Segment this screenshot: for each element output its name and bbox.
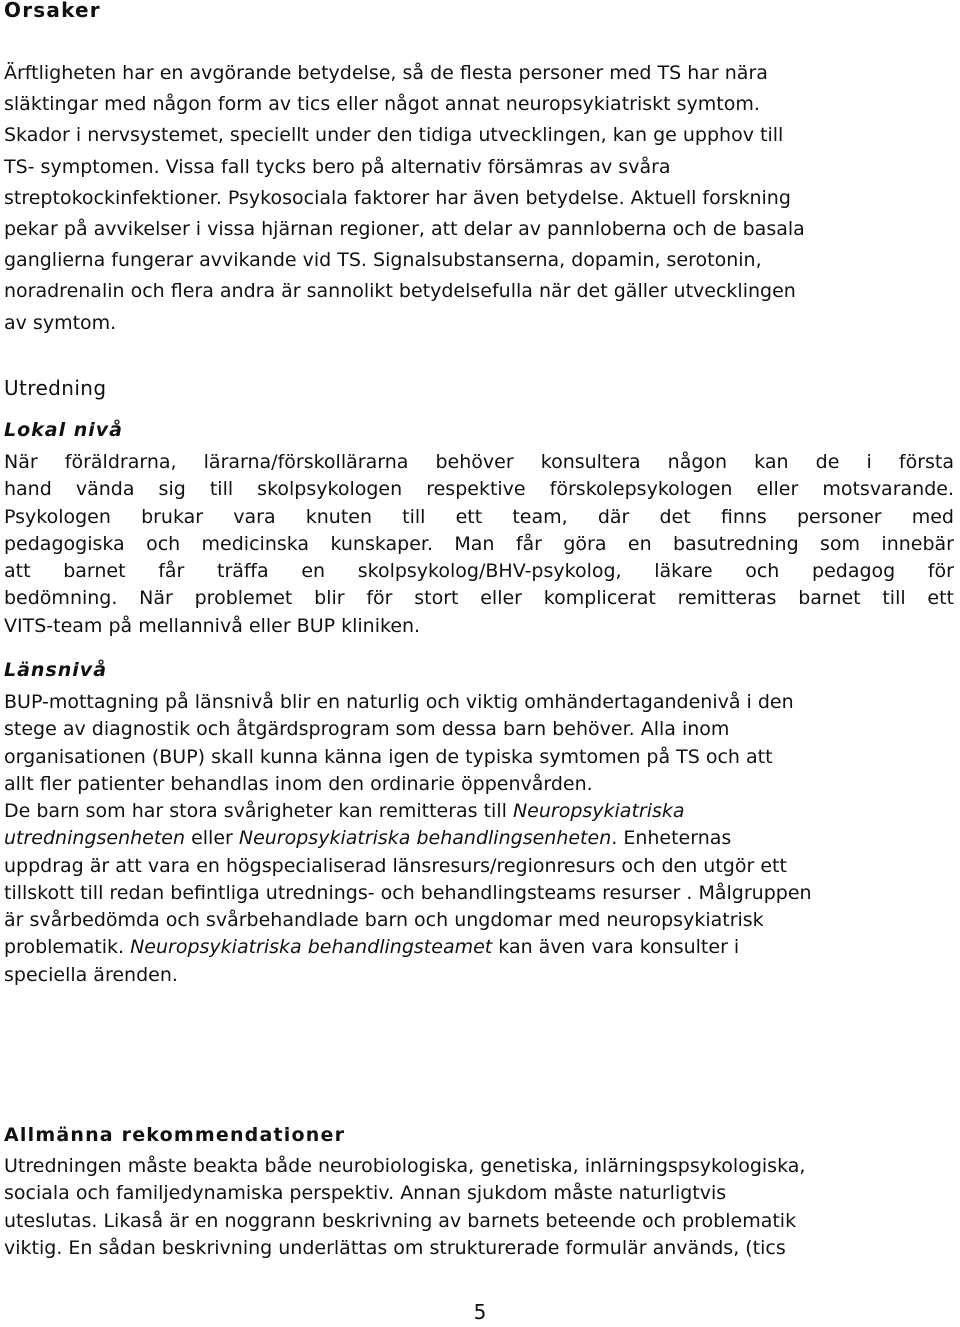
text-line: pekar på avvikelser i vissa hjärnan regioner, att delar av pannloberna och de basala — [4, 218, 805, 241]
italic-term: Neuropsykiatriska behandlingsenheten — [238, 827, 612, 850]
text-line: viktig. En sådan beskrivning underlättas om strukturerade formulär används, (tics — [4, 1236, 786, 1259]
text-line: bedömning. När problemet blir för stort eller komplicerat remitteras barnet till ett — [4, 587, 954, 610]
text-line: BUP-mottagning på länsnivå blir en naturlig och viktig omhändertagandenivå i den — [4, 691, 794, 713]
paragraph-orsaker — [4, 58, 954, 339]
italic-term: Neuropsykiatriska behandlingsteamet — [130, 936, 493, 959]
text-line: Psykologen brukar vara knuten till ett team, där det finns personer med — [4, 505, 954, 528]
subheading-lansniva: Länsnivå — [4, 659, 108, 681]
text-run: eller — [185, 827, 239, 850]
text-line: allt fler patienter behandlas inom den ordinarie öppenvården. — [4, 772, 593, 795]
paragraph-lansniva-1 — [4, 689, 954, 798]
text-line: streptokockinfektioner. Psykosociala faktorer har även betydelse. Aktuell forskning — [4, 186, 791, 209]
text-line: uteslutas. Likaså är en noggrann beskrivning av barnets beteende och problematik — [4, 1209, 797, 1232]
text-line: TS- symptomen. Vissa fall tycks bero på alternativ försämras av svåra — [4, 155, 671, 178]
italic-term: utredningsenheten — [4, 827, 186, 850]
text-line: hand vända sig till skolpsykologen respektive förskolepsykologen eller motsvarande. — [4, 478, 954, 501]
text-line: att barnet får träffa en skolpsykolog/BHV-psykolog, läkare och pedagog för — [4, 560, 954, 583]
paragraph-lansniva-2 — [4, 798, 954, 989]
paragraph-lokal-niva — [4, 449, 954, 640]
text-line: VITS-team på mellannivå eller BUP kliniken. — [4, 614, 421, 637]
text-line: Skador i nervsystemet, speciellt under den tidiga utvecklingen, kan ge upphov till — [4, 124, 784, 147]
text-line: Utredningen måste beakta både neurobiologiska, genetiska, inlärningspsykologiska, — [4, 1155, 806, 1177]
page-number: 5 — [473, 1300, 487, 1324]
text-line: ganglierna fungerar avvikande vid TS. Signalsubstanserna, dopamin, serotonin, — [4, 249, 762, 272]
text-line: släktingar med någon form av tics eller något annat neuropsykiatriskt symtom. — [4, 93, 760, 116]
text-line: tillskott till redan befintliga utrednings- och behandlingsteams resurser . Målgruppen — [4, 881, 812, 904]
text-run: De barn som har stora svårigheter kan remitteras till — [4, 800, 513, 822]
text-line — [4, 934, 954, 961]
text-line: av symtom. — [4, 311, 117, 334]
italic-term: Neuropsykiatriska — [512, 800, 685, 822]
text-line: Ärftligheten har en avgörande betydelse, så de flesta personer med TS har nära — [4, 62, 768, 84]
text-run: problematik. — [4, 936, 131, 959]
text-line — [4, 825, 954, 852]
section-heading-allmanna-rekommendationer: Allmänna rekommendationer — [4, 1124, 346, 1146]
text-line — [4, 798, 954, 825]
text-line: är svårbedömda och svårbehandlade barn och ungdomar med neuropsykiatrisk — [4, 909, 764, 932]
text-line: uppdrag är att vara en högspecialiserad länsresurs/regionresurs och den utgör ett — [4, 854, 787, 877]
section-heading-orsaker: Orsaker — [4, 0, 101, 22]
text-line: speciella ärenden. — [4, 963, 178, 986]
subheading-lokal-niva: Lokal nivå — [4, 419, 123, 441]
text-line: pedagogiska och medicinska kunskaper. Man får göra en basutredning som innebär — [4, 532, 954, 555]
section-heading-utredning: Utredning — [4, 376, 107, 400]
text-line: stege av diagnostik och åtgärdsprogram som dessa barn behöver. Alla inom — [4, 718, 730, 741]
text-run: . Enheternas — [611, 827, 732, 850]
text-line: sociala och familjedynamiska perspektiv. Annan sjukdom måste naturligtvis — [4, 1182, 727, 1205]
paragraph-allmanna-rekommendationer — [4, 1153, 954, 1262]
text-line: noradrenalin och flera andra är sannolikt betydelsefulla när det gäller utvecklingen — [4, 280, 796, 303]
text-line: När föräldrarna, lärarna/förskollärarna behöver konsultera någon kan de i första — [4, 451, 954, 473]
text-line: organisationen (BUP) skall kunna känna igen de typiska symtomen på TS och att — [4, 745, 773, 768]
text-run: kan även vara konsulter i — [492, 936, 740, 959]
